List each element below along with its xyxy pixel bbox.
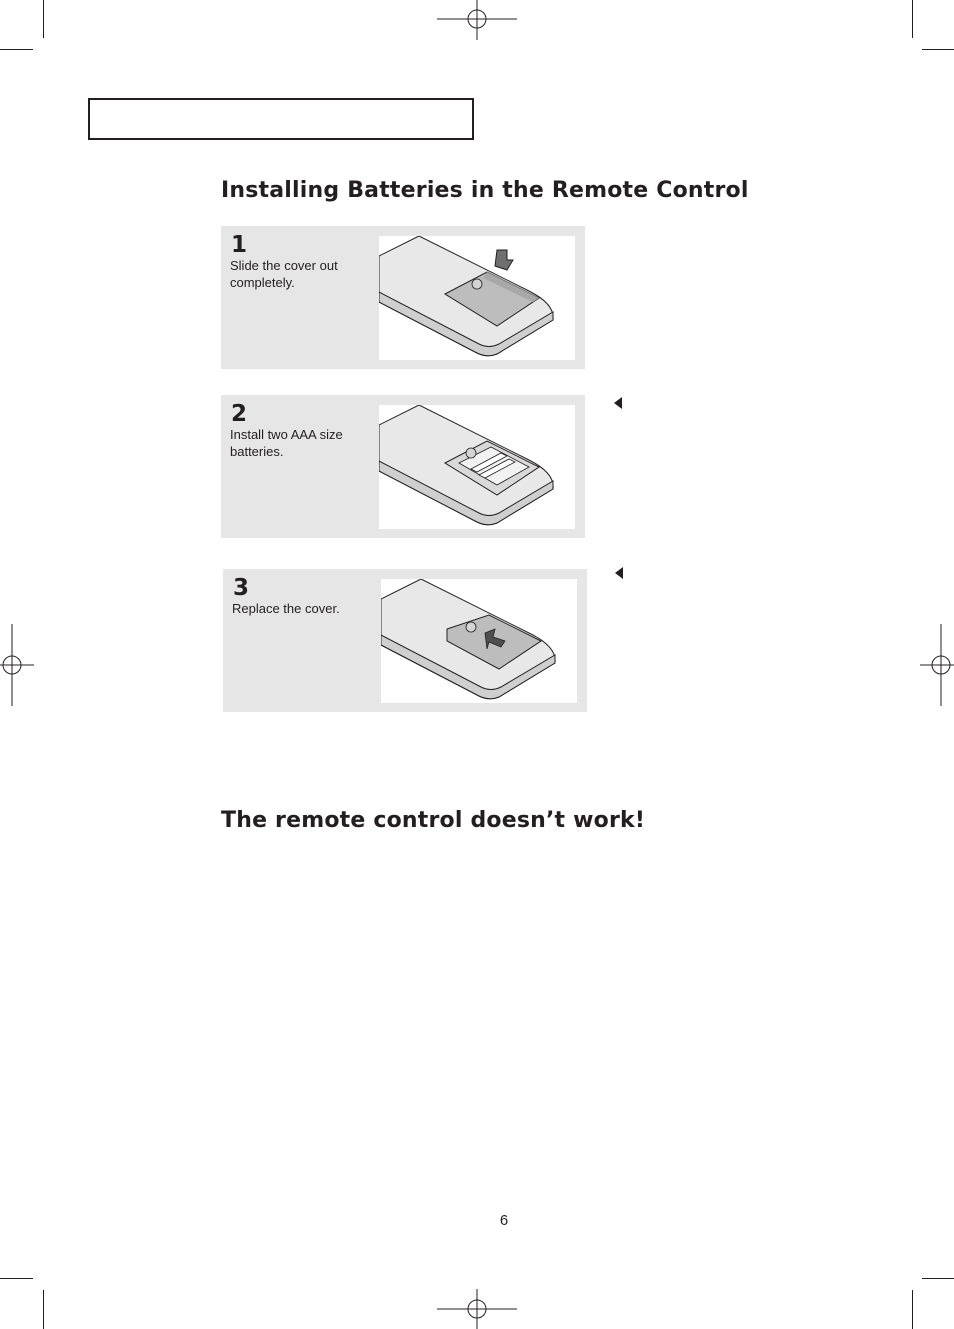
- registration-mark-icon: [437, 1289, 517, 1329]
- pointer-arrow-icon: [615, 567, 623, 579]
- remote-cover-removed-illustration: [379, 236, 575, 360]
- step-panel-3: [223, 569, 587, 712]
- registration-mark-icon: [920, 624, 954, 706]
- pointer-arrow-icon: [614, 397, 622, 409]
- step-number: 2: [231, 401, 248, 427]
- registration-mark-icon: [437, 0, 517, 40]
- step-panel-2: [221, 395, 585, 538]
- slide-arrow-icon: [495, 250, 513, 270]
- section-heading-installing-batteries: Installing Batteries in the Remote Control: [221, 178, 749, 203]
- section-heading-remote-not-working: The remote control doesn’t work!: [221, 808, 646, 833]
- registration-mark-icon: [0, 624, 34, 706]
- remote-cover-replaced-illustration: [381, 579, 577, 703]
- step-panel-1: [221, 226, 585, 369]
- chapter-header-box: [88, 98, 474, 140]
- step-instruction: Slide the cover out completely.: [230, 258, 338, 290]
- step-number: 1: [231, 232, 248, 258]
- remote-batteries-illustration: [379, 405, 575, 529]
- step-instruction: Replace the cover.: [232, 601, 340, 616]
- page-number: 6: [499, 1212, 509, 1229]
- step-instruction: Install two AAA size batteries.: [230, 427, 343, 459]
- step-number: 3: [233, 575, 250, 601]
